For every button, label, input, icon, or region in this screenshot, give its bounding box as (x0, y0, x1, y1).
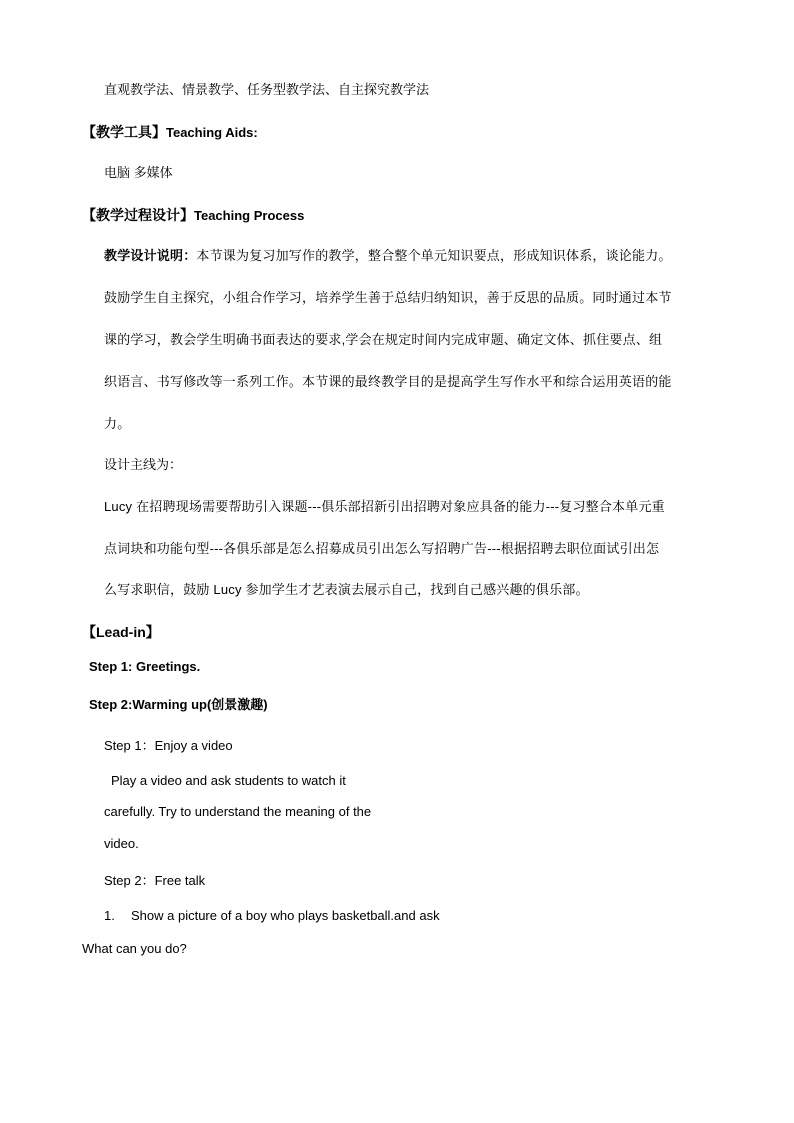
substep1-line: video. (104, 836, 139, 851)
step1-greetings: Step 1: Greetings. (89, 659, 201, 674)
mainline-label: 设计主线为： (104, 457, 183, 472)
list-item-number: 1. (104, 908, 115, 923)
design-explanation-line: 织语言、书写修改等一系列工作。本节课的最终教学目的是提高学生写作水平和综合运用英语的能 (104, 374, 672, 389)
teaching-process-heading (82, 207, 304, 224)
substep1-line: Play a video and ask students to watch it (111, 773, 346, 788)
design-explanation-line: 力。 (104, 416, 131, 431)
mainline-line: Lucy 在招聘现场需要帮助引入课题---俱乐部招新引出招聘对象应具备的能力---复习整合本单元重 (104, 499, 665, 514)
substep1-title: Step 1：Enjoy a video (104, 738, 233, 753)
teaching-process-heading-cn: 【教学过程设计】 (82, 207, 194, 223)
list-item-text: Show a picture of a boy who plays basketball.and ask (131, 908, 440, 923)
mainline-line: 么写求职信，鼓励 Lucy 参加学生才艺表演去展示自己，找到自己感兴趣的俱乐部。 (104, 582, 589, 597)
teaching-methods-line: 直观教学法、情景教学、任务型教学法、自主探究教学法 (104, 82, 430, 97)
substep1-line: carefully. Try to understand the meaning of the (104, 804, 372, 819)
teaching-aids-heading-en: Teaching Aids: (166, 125, 258, 140)
substep2-title: Step 2：Free talk (104, 873, 206, 888)
design-explanation-label: 教学设计说明： (104, 248, 197, 263)
question-line: What can you do? (82, 941, 187, 956)
teaching-aids-heading (82, 124, 258, 141)
mainline-line: 点词块和功能句型---各俱乐部是怎么招募成员引出怎么写招聘广告---根据招聘去职位面试引出怎 (104, 541, 660, 556)
design-explanation-line (104, 248, 672, 264)
teaching-aids-heading-cn: 【教学工具】 (82, 124, 166, 140)
design-explanation-line: 鼓励学生自主探究，小组合作学习，培养学生善于总结归纳知识，善于反思的品质。同时通过本节 (104, 290, 672, 305)
teaching-process-heading-en: Teaching Process (194, 208, 305, 223)
lead-in-heading: 【Lead-in】 (82, 624, 160, 640)
step2-warming-up: Step 2:Warming up(创景激趣) (89, 697, 268, 712)
design-explanation-text: 本节课为复习加写作的教学，整合整个单元知识要点，形成知识体系，谈论能力。 (196, 248, 672, 263)
teaching-aids-content: 电脑 多媒体 (104, 165, 173, 180)
design-explanation-line: 课的学习，教会学生明确书面表达的要求,学会在规定时间内完成审题、确定文体、抓住要点、组 (104, 332, 663, 347)
